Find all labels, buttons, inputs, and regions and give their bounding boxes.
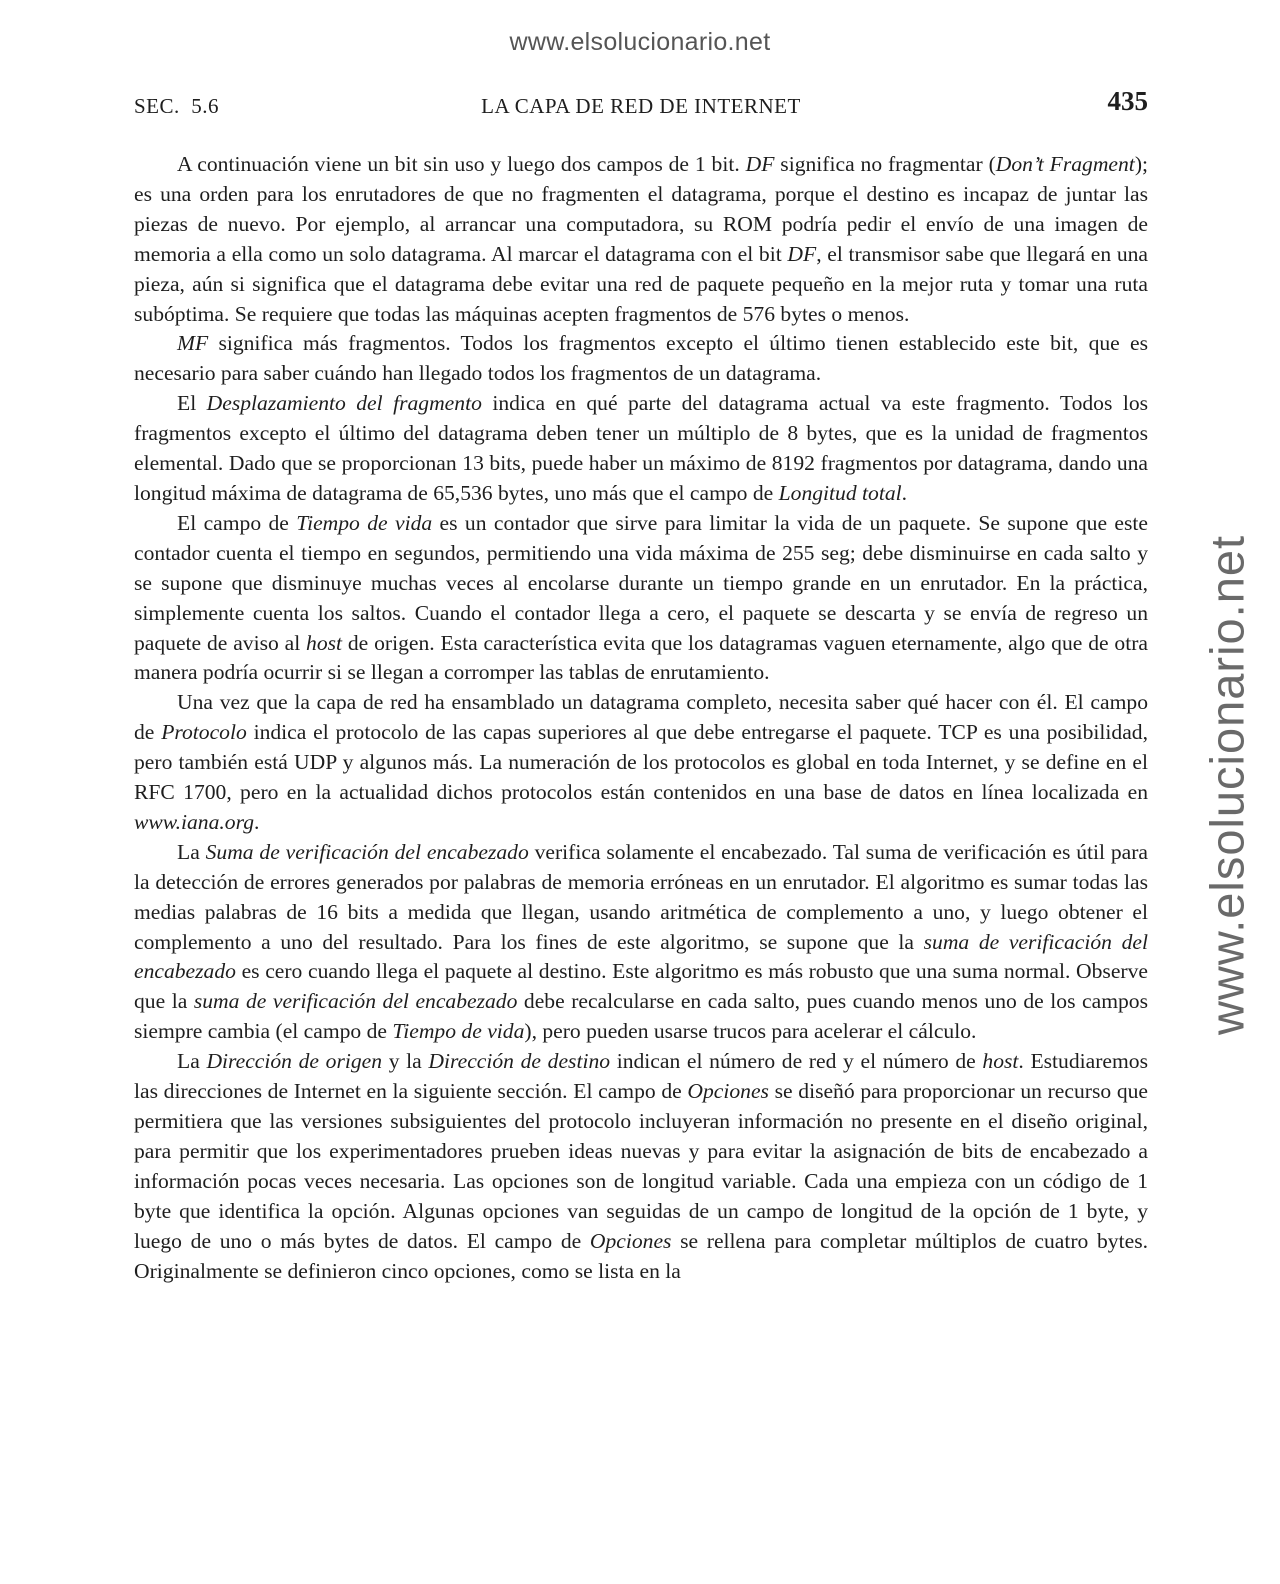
text-run: Una vez que la capa de red ha ensamblado un datagrama completo, necesita saber qué hacer con él. El campo de (134, 690, 1148, 745)
text-run: indica en qué parte del datagrama actual va este fragmento. Todos los fragmentos excepto el último del datagrama deben tener un múltiplo de 8 bytes, que es la unidad de fragmentos elemental. Dado que se proporcionan 13 bits, puede haber un máximo de 8192 fragmentos por datagrama, dando una longitud máxima de datagrama de 65,536 bytes, uno más que el campo de (134, 391, 1149, 505)
text-run: se diseñó para proporcionar un recurso que permitiera que las versiones subsiguientes del protocolo incluyeran información no presente en el diseño original, para permitir que los experimentadores prueben ideas nuevas y para evitar la asignación de bits de encabezado a información pocas veces necesaria. Las opciones son de longitud variable. Cada una empieza con un código de 1 byte que identifica la opción. Algunas opciones van seguidas de un campo de longitud de la opción de 1 byte, y luego de uno o más bytes de datos. El campo de (134, 1079, 1148, 1253)
chapter-title: LA CAPA DE RED DE INTERNET (481, 94, 801, 118)
italic-term: DF (745, 152, 775, 176)
italic-term: Tiempo de vida (296, 510, 433, 535)
text-run: significa más fragmentos. Todos los fragmentos excepto el último tienen establecido este bit, que es necesario para saber cuándo han llegado todos los fragmentos de un datagrama. (134, 331, 1148, 386)
paragraph (134, 688, 1148, 838)
italic-term: MF (177, 331, 209, 356)
italic-term: suma de verificación del encabezado (134, 929, 1148, 984)
text-run: A continuación viene un bit sin uso y luego dos campos de 1 bit. (177, 152, 746, 176)
paragraph (134, 329, 1148, 389)
paragraph (134, 1047, 1148, 1286)
italic-term: Dirección de origen (206, 1049, 383, 1074)
italic-term: suma de verificación del encabezado (193, 989, 518, 1014)
text-run: significa no fragmentar ( (774, 152, 996, 176)
italic-term: DF (787, 241, 817, 266)
italic-term: Dirección de destino (428, 1049, 611, 1074)
italic-term: Opciones (589, 1228, 672, 1253)
paragraph (134, 150, 1148, 329)
italic-term: www.iana.org (134, 809, 254, 834)
text-run: es un contador que sirve para limitar la vida de un paquete. Se supone que este contador cuenta el tiempo en segundos, permitiendo una vida máxima de 255 seg; debe disminuirse en cada salto y se supone que disminuye muchas veces al encolarse durante un tiempo grande en un enrutador. En la práctica, simplemente cuenta los saltos. Cuando el contador llega a cero, el paquete se descarta y se envía de regreso un paquete de aviso al (134, 510, 1148, 655)
text-run: se rellena para completar múltiplos de cuatro bytes. Originalmente se definieron cinco opciones, como se lista en la (134, 1228, 1148, 1283)
italic-term: Suma de verificación del encabezado (205, 839, 529, 864)
watermark-top: www.elsolucionario.net (509, 28, 771, 56)
watermark-side: www.elsolucionario.net (1200, 534, 1254, 1036)
text-run: y la (382, 1049, 429, 1074)
italic-term: Don’t Fragment (995, 152, 1135, 176)
text-run: de origen. Esta característica evita que los datagramas vaguen eternamente, algo que de otra manera podría ocurrir si se llegan a corromper las tablas de enrutamiento. (134, 630, 1148, 685)
text-run: . Estudiaremos las direcciones de Internet en la siguiente sección. El campo de (134, 1049, 1148, 1104)
page-number: 435 (1107, 86, 1148, 116)
body-text (134, 150, 1148, 1286)
text-run: . (901, 480, 908, 505)
text-run: ); es una orden para los enrutadores de que no fragmenten el datagrama, porque el destino es incapaz de juntar las piezas de nuevo. Por ejemplo, al arrancar una computadora, su ROM podría pedir el envío de una imagen de memoria a ella como un solo datagrama. Al marcar el datagrama con el bit (134, 152, 1149, 266)
italic-term: host (982, 1049, 1019, 1074)
text-run: es cero cuando llega el paquete al destino. Este algoritmo es más robusto que una suma normal. Observe que la (134, 959, 1148, 1014)
paragraph (134, 389, 1148, 509)
italic-term: Longitud total (778, 480, 902, 505)
italic-term: Opciones (687, 1079, 769, 1104)
section-label: SEC. 5.6 (134, 94, 220, 118)
paragraph (134, 838, 1148, 1047)
running-head (134, 86, 1148, 126)
italic-term: host (306, 630, 343, 655)
italic-term: Tiempo de vida (392, 1019, 525, 1044)
text-run: . (254, 809, 260, 834)
text-run: , el transmisor sabe que llegará en una pieza, aún si significa que el datagrama debe evitar una red de paquete pequeño en la mejor ruta y tomar una ruta subóptima. Se requiere que todas las máquinas acepten fragmentos de 576 bytes o menos. (134, 241, 1149, 326)
text-run: indica el protocolo de las capas superiores al que debe entregarse el paquete. TCP es una posibilidad, pero también está UDP y algunos más. La numeración de los protocolos es global en toda Internet, y se define en el RFC 1700, pero en la actualidad dichos protocolos están contenidos en una base de datos en línea localizada en (134, 720, 1149, 805)
text-run: indican el número de red y el número de (610, 1049, 983, 1074)
italic-term: Protocolo (161, 720, 247, 745)
text-run: verifica solamente el encabezado. Tal suma de verificación es útil para la detección de errores generados por palabras de memoria erróneas en un enrutador. El algoritmo es sumar todas las medias palabras de 16 bits a medida que llegan, usando aritmética de complemento a uno, y luego obtener el complemento a uno del resultado. Para los fines de este algoritmo, se supone que la (134, 839, 1148, 954)
text-run: ), pero pueden usarse trucos para acelerar el cálculo. (524, 1019, 977, 1044)
text-run: El (177, 391, 207, 416)
paragraph (134, 509, 1148, 688)
italic-term: Desplazamiento del fragmento (206, 391, 482, 416)
text-run: debe recalcularse en cada salto, pues cuando menos uno de los campos siempre cambia (el campo de (134, 989, 1148, 1044)
text-run: El campo de (177, 510, 297, 535)
text-run: La (177, 839, 206, 864)
text-run: La (177, 1049, 207, 1074)
